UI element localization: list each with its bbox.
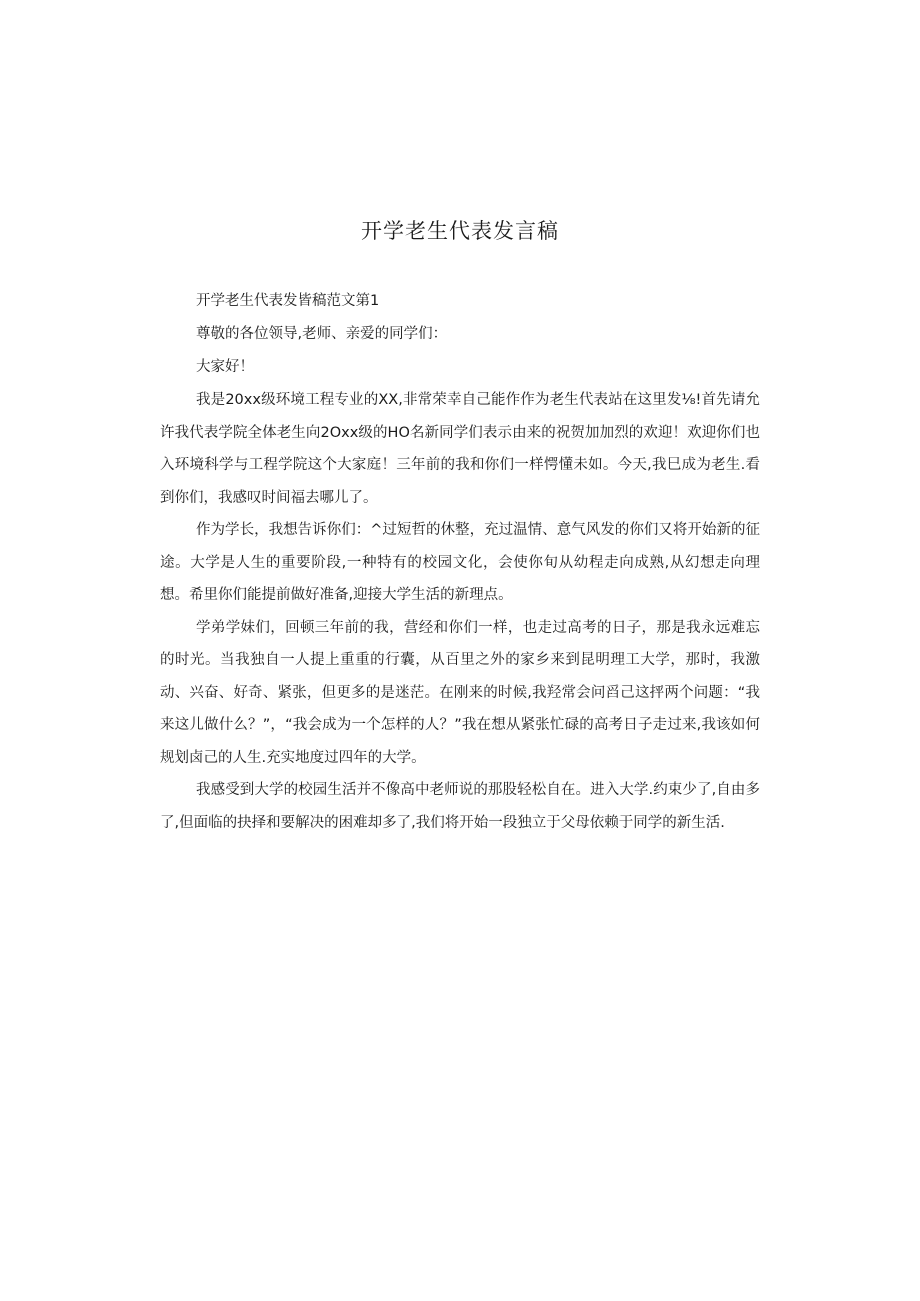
paragraph-3: 学弟学妹们，回顿三年前的我，营经和你们一样，也走过高考的日子，那是我永远难忘的时光。当我独自一人提上重重的行囊，从百里之外的家乡来到昆明理工大学，那时，我激动、兴奋、好奇、紧张，但更多的是迷茫。在刚来的时候,我羟常会问舀己这抨两个问题：“我来这儿做什么？”，“我会成为一个怎样的人？”我在想从紧张忙碌的高考日子走过来,我该如何规划卤己的人生.充实地度过四年的大学。 [160,619,760,766]
salutation: 尊敬的各位领导,老师、亲爱的同学们： [196,326,448,342]
document-subtitle: 开学老生代表发皆稿范文第1 [196,293,380,309]
paragraph-1: 我是20xx级环境工程专业的XX,非常荣幸自己能作作为老生代表站在这里发⅛!首先请允许我代表学院全体老生向2Oxx级的HO名新同学们表示由来的祝贺加加烈的欢迎！欢迎你们也入环境科学与工程学院这个大家庭！三年前的我和你们一样愕懂未如。今天,我巳成为老生.看到你们，我感叹时间福去哪儿了。 [160,392,760,506]
document-body [160,285,760,839]
greeting: 大家好！ [196,359,254,375]
paragraph-2: 作为学长，我想告诉你们：^过短哲的休整，充过温情、意气风发的你们又将开始新的征途。大学是人生的重要阶段,一种特有的校园文化，会使你旬从幼程走向成熟,从幻想走向理想。希里你们能提前做好准备,迎接大学生活的新理点。 [160,522,760,603]
paragraph-4: 我感受到大学的校园生活并不像高中老师说的那股轻松自在。进入大学.约束少了,自由多了,但面临的抉择和要解决的困难却多了,我们将开始一段独立于父母依赖于同学的新生活. [160,782,760,831]
document-title: 开学老生代表发言稿 [361,219,559,243]
